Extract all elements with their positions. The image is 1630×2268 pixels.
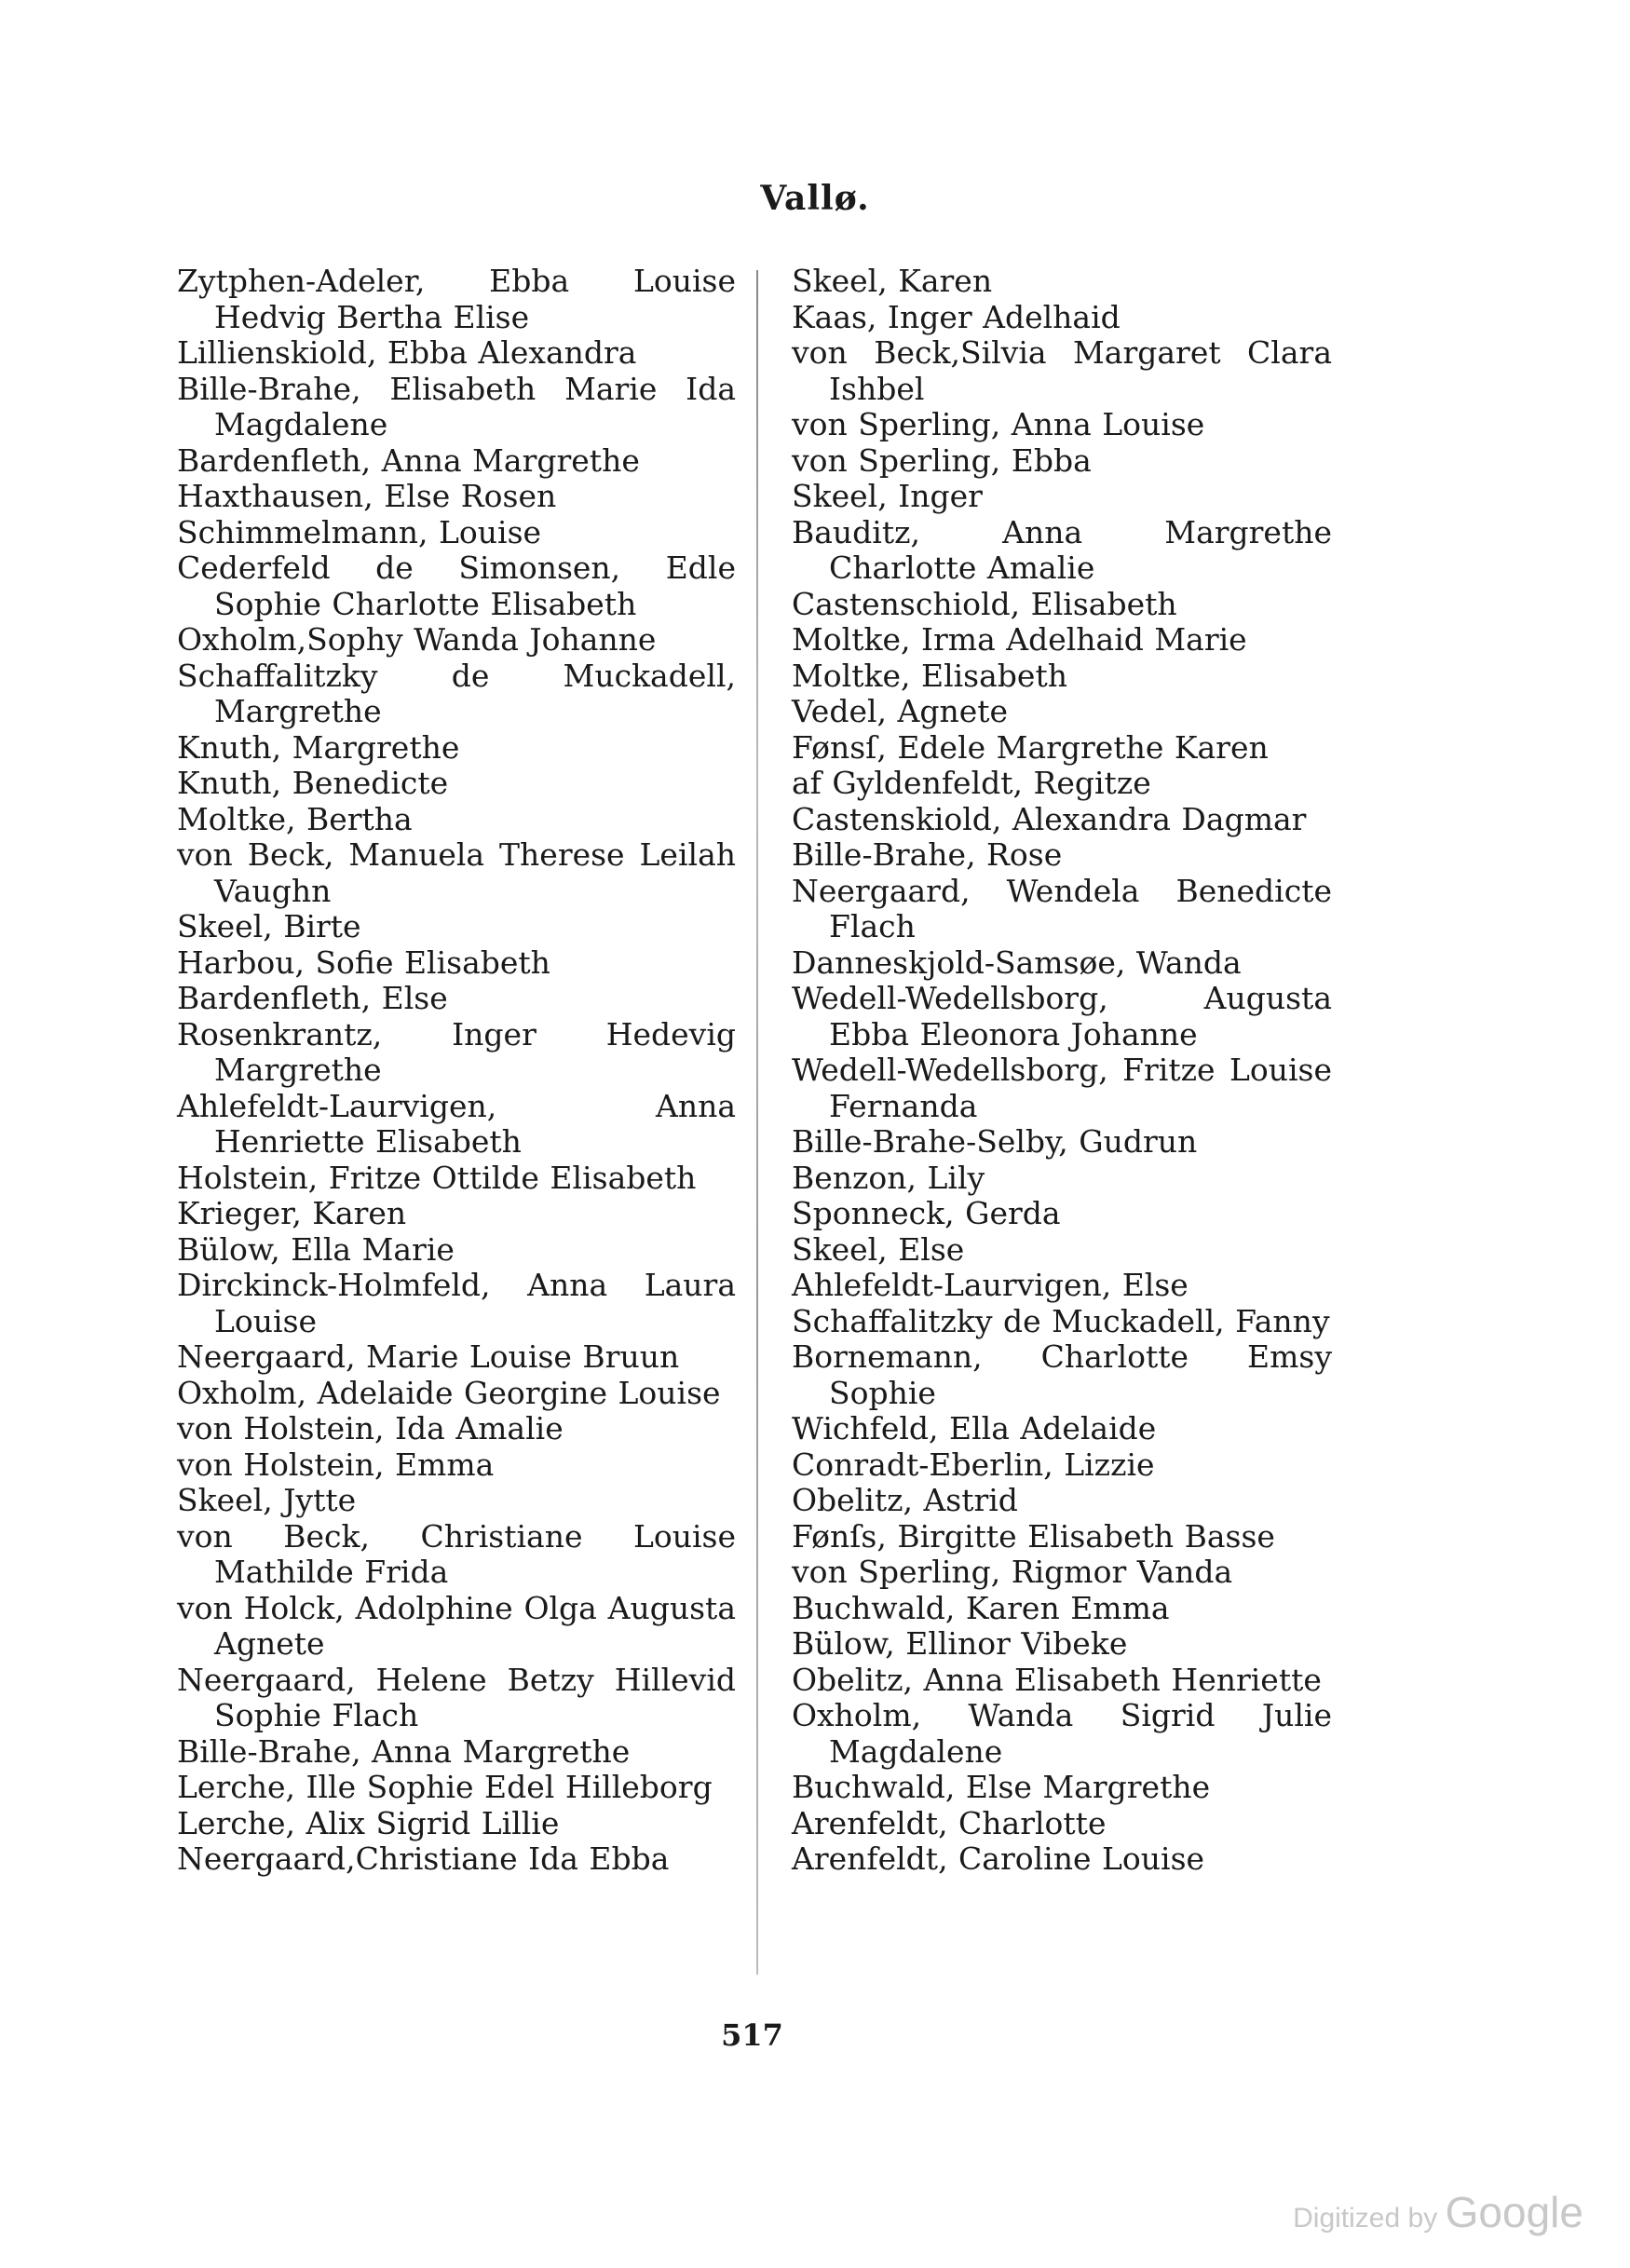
- name-entry: Schaffalitzky de Muckadell, Margrethe: [177, 657, 736, 729]
- name-entry: Krieger, Karen: [177, 1195, 407, 1231]
- name-entry: Bille-Brahe, Elisabeth Marie Ida Magdalene: [177, 370, 736, 442]
- name-entry: von Holstein, Emma: [177, 1446, 495, 1483]
- name-entry: Cederfeld de Simonsen, Edle Sophie Charlotte Elisabeth: [177, 550, 736, 622]
- name-entry: Buchwald, Karen Emma: [792, 1589, 1170, 1626]
- name-entry: Bille-Brahe, Anna Margrethe: [177, 1732, 631, 1770]
- name-entry: Bardenfleth, Else: [177, 980, 448, 1016]
- name-entry: Lillienskiold, Ebba Alexandra: [177, 334, 637, 371]
- name-entry: Bauditz, Anna Margrethe Charlotte Amalie: [792, 513, 1332, 586]
- name-entry: Vedel, Agnete: [792, 693, 1009, 729]
- name-entry: Oxholm, Adelaide Georgine Louise: [177, 1374, 721, 1411]
- name-entry: Dirckinck-Holmfeld, Anna Laura Louise: [177, 1267, 736, 1339]
- name-entry: Bülow, Ellinor Vibeke: [792, 1625, 1128, 1662]
- name-entry: Wichfeld, Ella Adelaide: [792, 1410, 1157, 1446]
- name-entry: Danneskjold-Samsøe, Wanda: [792, 944, 1242, 981]
- left-name-column: [177, 264, 736, 1878]
- name-entry: Rosenkrantz, Inger Hedevig Margrethe: [177, 1015, 736, 1088]
- name-entry: Wedell-Wedellsborg, Augusta Ebba Eleonora Johanne: [792, 980, 1332, 1053]
- name-entry: Castenskiold, Alexandra Dagmar: [792, 800, 1307, 837]
- name-entry: Bille-Brahe-Selby, Gudrun: [792, 1123, 1198, 1160]
- name-entry: Knuth, Benedicte: [177, 765, 449, 801]
- name-entry: Benzon, Lily: [792, 1159, 985, 1196]
- name-entry: Conradt-Eberlin, Lizzie: [792, 1446, 1155, 1483]
- right-name-column: [792, 264, 1332, 1878]
- name-entry: Haxthausen, Else Rosen: [177, 478, 557, 514]
- name-entry: Fønſs, Birgitte Elisabeth Basse: [792, 1517, 1275, 1555]
- name-entry: af Gyldenfeldt, Regitze: [792, 765, 1151, 801]
- name-entry: Castenschiold, Elisabeth: [792, 585, 1177, 622]
- watermark-prefix: Digitized by: [1293, 2203, 1438, 2234]
- name-entry: von Beck,Silvia Margaret Clara Ishbel: [792, 334, 1332, 407]
- name-entry: Buchwald, Else Margrethe: [792, 1769, 1211, 1805]
- name-entry: Harbou, Sofie Elisabeth: [177, 944, 550, 981]
- name-entry: Arenfeldt, Charlotte: [792, 1804, 1107, 1841]
- name-entry: Lerche, Ille Sophie Edel Hilleborg: [177, 1769, 713, 1805]
- name-entry: Schimmelmann, Louise: [177, 513, 542, 550]
- name-entry: Moltke, Bertha: [177, 800, 413, 837]
- name-entry: von Holstein, Ida Amalie: [177, 1410, 564, 1446]
- name-entry: Obelitz, Anna Elisabeth Henriette: [792, 1661, 1322, 1698]
- name-entry: Wedell-Wedellsborg, Fritze Louise Fernanda: [792, 1052, 1332, 1124]
- name-entry: von Sperling, Rigmor Vanda: [792, 1554, 1233, 1590]
- name-entry: Bornemann, Charlotte Emsy Sophie: [792, 1338, 1332, 1411]
- name-entry: Holstein, Fritze Ottilde Elisabeth: [177, 1159, 697, 1196]
- name-entry: von Sperling, Anna Louise: [792, 406, 1205, 442]
- name-entry: Oxholm, Wanda Sigrid Julie Magdalene: [792, 1697, 1332, 1770]
- name-entry: Knuth, Margrethe: [177, 728, 460, 766]
- name-entry: Obelitz, Astrid: [792, 1482, 1018, 1518]
- name-entry: Arenfeldt, Caroline Louise: [792, 1840, 1205, 1877]
- name-entry: Schaffalitzky de Muckadell, Fanny: [792, 1302, 1330, 1339]
- name-entry: Moltke, Elisabeth: [792, 657, 1067, 694]
- name-entry: Ahlefeldt-Laurvigen, Anna Henriette Elisabeth: [177, 1087, 736, 1160]
- page-title: Vallø.: [760, 179, 870, 218]
- name-entry: Lerche, Alix Sigrid Lillie: [177, 1804, 560, 1841]
- name-entry: Skeel, Inger: [792, 478, 983, 514]
- page-number: 517: [721, 2017, 783, 2053]
- name-entry: Fønsſ, Edele Margrethe Karen: [792, 728, 1269, 766]
- name-entry: Skeel, Karen: [792, 263, 993, 299]
- name-entry: Skeel, Jytte: [177, 1482, 357, 1518]
- digitized-watermark: [1293, 2187, 1583, 2237]
- name-entry: Oxholm,Sophy Wanda Johanne: [177, 621, 657, 658]
- name-entry: Skeel, Birte: [177, 908, 361, 944]
- name-entry: Moltke, Irma Adelhaid Marie: [792, 621, 1247, 658]
- column-divider: [756, 270, 758, 1975]
- name-entry: von Sperling, Ebba: [792, 441, 1092, 479]
- name-entry: Neergaard,Christiane Ida Ebba: [177, 1840, 670, 1877]
- name-entry: Kaas, Inger Adelhaid: [792, 298, 1121, 335]
- google-logo: Google: [1445, 2188, 1583, 2236]
- name-entry: Neergaard, Marie Louise Bruun: [177, 1338, 680, 1375]
- name-entry: Neergaard, Wendela Benedicte Flach: [792, 872, 1332, 944]
- name-entry: von Holck, Adolphine Olga Augusta Agnete: [177, 1589, 736, 1662]
- name-entry: Skeel, Else: [792, 1230, 965, 1268]
- name-entry: von Beck, Manuela Therese Leilah Vaughn: [177, 836, 736, 909]
- name-entry: Ahlefeldt-Laurvigen, Else: [792, 1267, 1189, 1303]
- name-entry: Zytphen-Adeler, Ebba Louise Hedvig Bertha Elise: [177, 263, 736, 335]
- name-entry: Sponneck, Gerda: [792, 1195, 1061, 1231]
- name-entry: Bille-Brahe, Rose: [792, 836, 1063, 873]
- name-entry: Bülow, Ella Marie: [177, 1230, 455, 1268]
- name-entry: Bardenfleth, Anna Margrethe: [177, 441, 640, 479]
- name-entry: Neergaard, Helene Betzy Hillevid Sophie Flach: [177, 1661, 736, 1733]
- name-entry: von Beck, Christiane Louise Mathilde Frida: [177, 1517, 736, 1590]
